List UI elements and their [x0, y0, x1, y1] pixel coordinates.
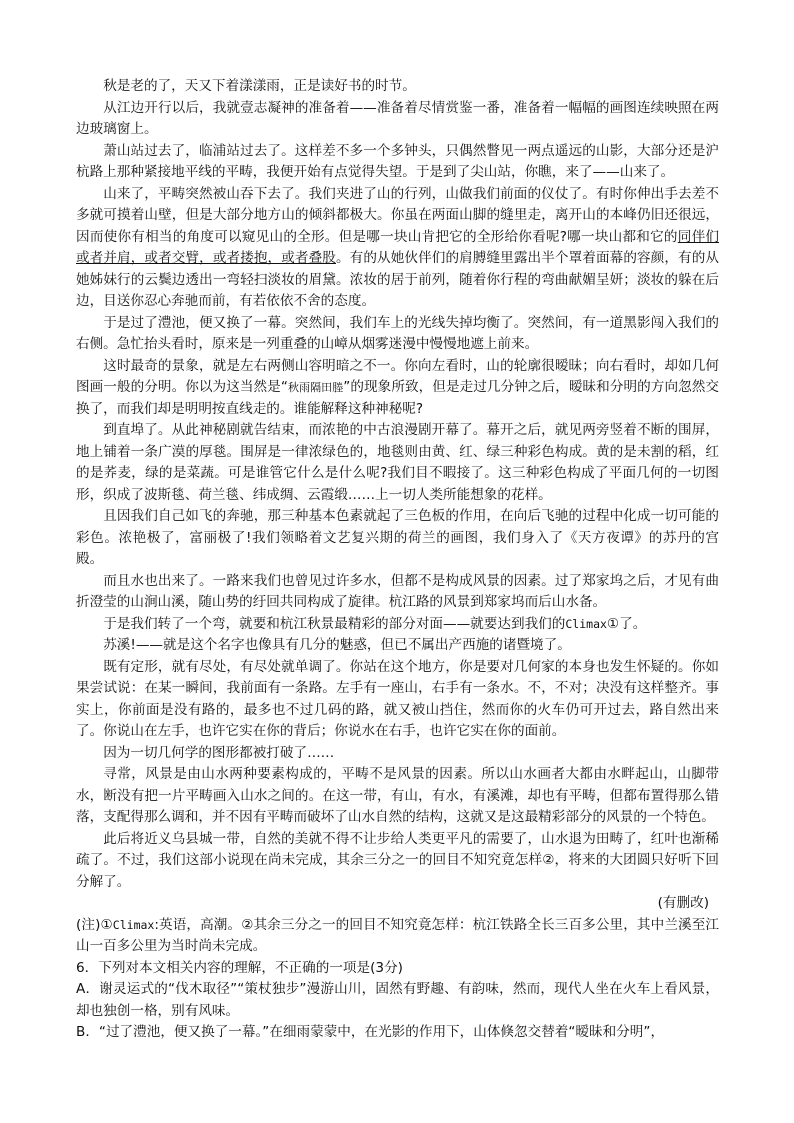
paragraph: 因为一切几何学的图形都被打破了……	[103, 744, 335, 761]
paragraph: 既有定形，就有尽处，有尽处就单调了。你站在这个地方，你是要对几何家的本身也发生怀疑的。你如果尝试说：在某一瞬间，我前面有一条路。左手有一座山，右手有一条水。不，不对；决没有这样整齐。事实上，你前面是没有路的，最多也不过几码的路，就又被山挡住，然而你的火车仍可开过去，路自然出来了。你说山在左手，也许它实在你的背后；你说水在右手，也许它实在你的面前。	[76, 658, 719, 739]
source-note: (有删改)	[657, 895, 709, 911]
footnote-term: Climax	[112, 917, 155, 932]
paragraph-text: 。有的从她伙伴们的肩膊缝里露出半个罩着面幕的容颜，有的从她姊妹行的云鬓边透出一弯轻扫淡妆的眉黛。浓妆的居于前列，随着你行程的弯曲献媚呈妍；淡妆的躲在后边，目送你忍心奔驰而前，有若依依不舍的态度。	[76, 250, 720, 309]
footnote	[76, 915, 719, 958]
paragraph-text: 这时最奇的景象，就是左右两侧山容明暗之不一。你向左看时，山的轮廓很暧昧；向右看时，却如几何图画一般的分明。你以为这当然是“	[76, 357, 719, 395]
paragraph-text: ”的现象所致，但是走过几分钟之后，暧昧和分明的方向忽然交换了，而我们却是明明按直线走的。谁能解释这种神秘呢?	[76, 379, 720, 417]
paragraph	[76, 184, 719, 313]
paragraph: 萧山站过去了，临浦站过去了。这样差不多一个多钟头，只偶然瞥见一两点遥远的山影，大部分还是沪杭路上那种紧接地平线的平畴，我便开始有点觉得失望。于是到了尖山站，你瞧，来了——山来了。	[76, 142, 719, 180]
document-page	[76, 76, 719, 1044]
option-a: A．谢灵运式的“伐木取径”“策杖独步”漫游山川，固然有野趣、有韵味，然而，现代人坐在火车上看风景，却也独创一格，别有风味。	[76, 981, 719, 1019]
paragraph-text: 山来了，平畴突然被山吞下去了。我们夹进了山的行列，山做我们前面的仪仗了。有时你伸出手去差不多就可摸着山壁，但是大部分地方山的倾斜都极大。你虽在两面山脚的缝里走，离开山的本峰仍旧还很远，因而使你有相当的角度可以窥见山的全形。但是哪一块山肯把它的全形给你看呢?哪一块山都和它的	[76, 185, 719, 245]
paragraph-text: ①了。	[606, 615, 647, 632]
option-b: B．“过了澧池，便又换了一幕。”在细雨蒙蒙中，在光影的作用下，山体倏忽交替着“暧昧和分明”，	[76, 1024, 665, 1040]
paragraph: 而且水也出来了。一路来我们也曾见过许多水，但都不是构成风景的因素。过了郑家坞之后，才见有曲折澄莹的山涧山溪，随山势的纡回共同构成了旋律。杭江路的风景到郑家坞而后山水备。	[76, 572, 719, 610]
paragraph: 此后将近义乌县城一带，自然的美就不得不让步给人类更平凡的需要了，山水退为田畴了，红叶也渐稀疏了。不过，我们这部小说现在尚未完成，其余三分之一的回目不知究竟怎样②，将来的大团圆只好听下回分解了。	[76, 830, 719, 890]
paragraph	[76, 614, 719, 636]
paragraph: 从江边开行以后，我就壹志凝神的准备着——准备着尽情赏鉴一番，准备着一幅幅的画图连续映照在两边玻璃窗上。	[76, 99, 719, 137]
climax-term: Climax	[565, 616, 607, 631]
paragraph	[76, 356, 719, 421]
paragraph: 苏溪!——就是这个名字也像具有几分的魅惑，但已不属出产西施的诸暨境了。	[103, 637, 571, 653]
paragraph: 到直埠了。从此神秘剧就告结束，而浓艳的中古浪漫剧开幕了。幕开之后，就见两旁竖着不断的围屏，地上铺着一条广漠的厚毯。围屏是一律浓绿色的，地毯则由黄、红、绿三种彩色构成。黄的是未割的稻，红的是荞麦，绿的是菜蔬。可是谁管它什么是什么呢?我们目不暇接了。这三种彩色构成了平面几何的一切图形，织成了波斯毯、荷兰毯、纬成绸、云霞缎……上一切人类所能想象的花样。	[76, 422, 719, 503]
paragraph: 寻常，风景是由山水两种要素构成的，平畴不是风景的因素。所以山水画者大都由水畔起山，山脚带水，断没有把一片平畴画入山水之间的。在这一带，有山，有水，有溪滩，却也有平畴，但都布置得那么错落，支配得那么调和，并不因有平畴而破坏了山水自然的结构，这就又是这最精彩部分的风景的一个特色。	[76, 766, 719, 825]
paragraph: 秋是老的了，天又下着漾漾雨，正是读好书的时节。	[103, 78, 416, 94]
paragraph: 于是过了澧池，便又换了一幕。突然间，我们车上的光线失掉均衡了。突然间，有一道黑影闯入我们的右侧。急忙抬头看时，原来是一列重叠的山嶂从烟雾迷漫中慢慢地遮上前来。	[76, 314, 719, 352]
footnote-prefix: (注)①	[76, 916, 113, 933]
paragraph-text: 于是我们转了一个弯，就要和杭江秋景最精彩的部分对面——就要达到我们的	[103, 615, 566, 632]
underlined-sentence: 同伴们或者并肩，或者交臂，或者搂抱，或者叠股	[76, 228, 720, 266]
question-stem: 6．下列对本文相关内容的理解，不正确的一项是(3分)	[76, 959, 403, 976]
footnote-text: :英语，高潮。②其余三分之一的回目不知究竟怎样：杭江铁路全长三百多公里，其中兰溪至江山一百多公里为当时尚未完成。	[76, 916, 719, 954]
quoted-phrase: 秋雨隔田塍	[287, 381, 344, 394]
paragraph: 且因我们自己如飞的奔驰，那三种基本色素就起了三色板的作用，在向后飞驰的过程中化成一切可能的彩色。浓艳极了，富丽极了!我们领略着文艺复兴期的荷兰的画图，我们身入了《天方夜谭》的苏丹的宫殿。	[76, 508, 719, 567]
